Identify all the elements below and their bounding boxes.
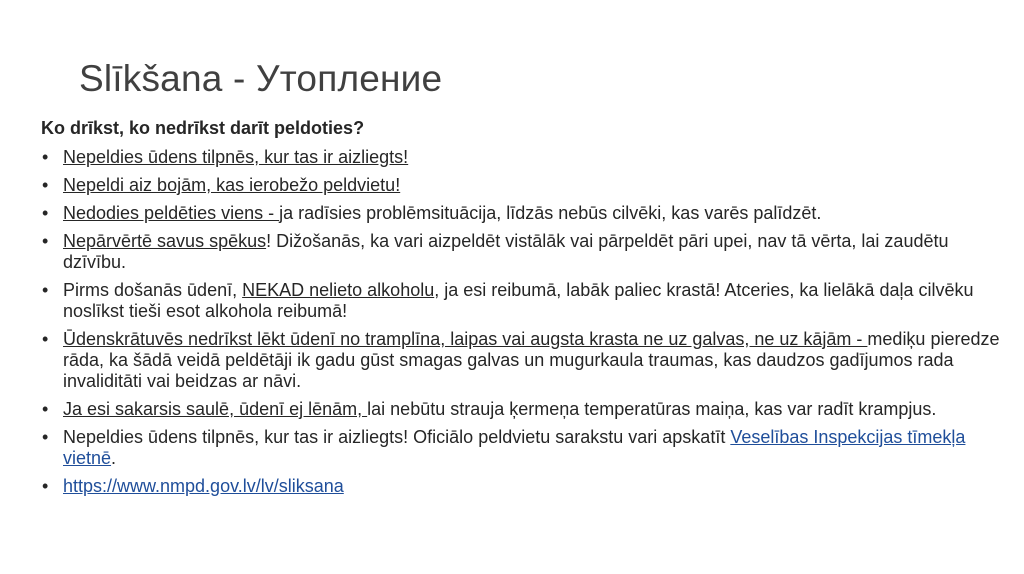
list-item <box>41 175 1001 196</box>
list-item <box>41 329 1001 392</box>
slide-content <box>41 118 1001 504</box>
bullet-list <box>41 147 1001 497</box>
item-underlined-text: Nepeldies ūdens tilpnēs, kur tas ir aizliegts! <box>63 147 409 167</box>
bullet-icon: • <box>42 203 49 223</box>
item-text: ! Dižošanās, ka vari aizpeldēt vistālāk vai pārpeldēt pāri upei, nav tā vērta, lai zaudētu dzīvību. <box>63 231 949 272</box>
list-item <box>41 427 1001 469</box>
nmpd-url-link[interactable]: https://www.nmpd.gov.lv/lv/sliksana <box>63 476 344 496</box>
health-inspectorate-link[interactable]: Veselības Inspekcijas tīmekļa vietnē <box>63 427 966 468</box>
bullet-icon: • <box>42 476 49 496</box>
item-text: lai nebūtu strauja ķermeņa temperatūras maiņa, kas var radīt krampjus. <box>367 399 937 419</box>
subheading: Ko drīkst, ko nedrīkst darīt peldoties? <box>41 118 365 138</box>
bullet-icon: • <box>42 147 49 167</box>
bullet-icon: • <box>42 175 49 195</box>
item-text-before: Pirms došanās ūdenī, <box>63 280 243 300</box>
item-underlined-text: Ūdenskrātuvēs nedrīkst lēkt ūdenī no tramplīna, laipas vai augsta krasta ne uz galvas, ne uz kājām - <box>63 329 868 349</box>
bullet-icon: • <box>42 399 49 419</box>
item-underlined-text: NEKAD nelieto alkoholu <box>242 280 435 300</box>
item-text: mediķu pieredze rāda, ka šādā veidā peldētāji ik gadu gūst smagas galvas un mugurkaula traumas, kas daudzos gadījumos rada invaliditāti vai beidzas ar nāvi. <box>63 329 1000 391</box>
item-underlined-text: Nedodies peldēties viens - <box>63 203 280 223</box>
bullet-icon: • <box>42 280 49 300</box>
item-underlined-text: Nepeldi aiz bojām, kas ierobežo peldvietu! <box>63 175 401 195</box>
list-item <box>41 399 1001 420</box>
list-item <box>41 231 1001 273</box>
list-item <box>41 280 1001 322</box>
item-underlined-text: Nepārvērtē savus spēkus <box>63 231 267 251</box>
slide-title: Slīkšana - Утопление <box>79 58 443 99</box>
bullet-icon: • <box>42 329 49 349</box>
list-item <box>41 147 1001 168</box>
item-text: ja radīsies problēmsituācija, līdzās nebūs cilvēki, kas varēs palīdzēt. <box>279 203 822 223</box>
list-item <box>41 203 1001 224</box>
item-text-before: Nepeldies ūdens tilpnēs, kur tas ir aizliegts! Oficiālo peldvietu sarakstu vari apskatīt <box>63 427 731 447</box>
bullet-icon: • <box>42 427 49 447</box>
item-underlined-text: Ja esi sakarsis saulē, ūdenī ej lēnām, <box>63 399 368 419</box>
list-item <box>41 476 1001 497</box>
item-text: , ja esi reibumā, labāk paliec krastā! Atceries, ka lielākā daļa cilvēku noslīkst tieši esot alkohola reibumā! <box>63 280 974 321</box>
bullet-icon: • <box>42 231 49 251</box>
item-text: . <box>111 448 117 468</box>
